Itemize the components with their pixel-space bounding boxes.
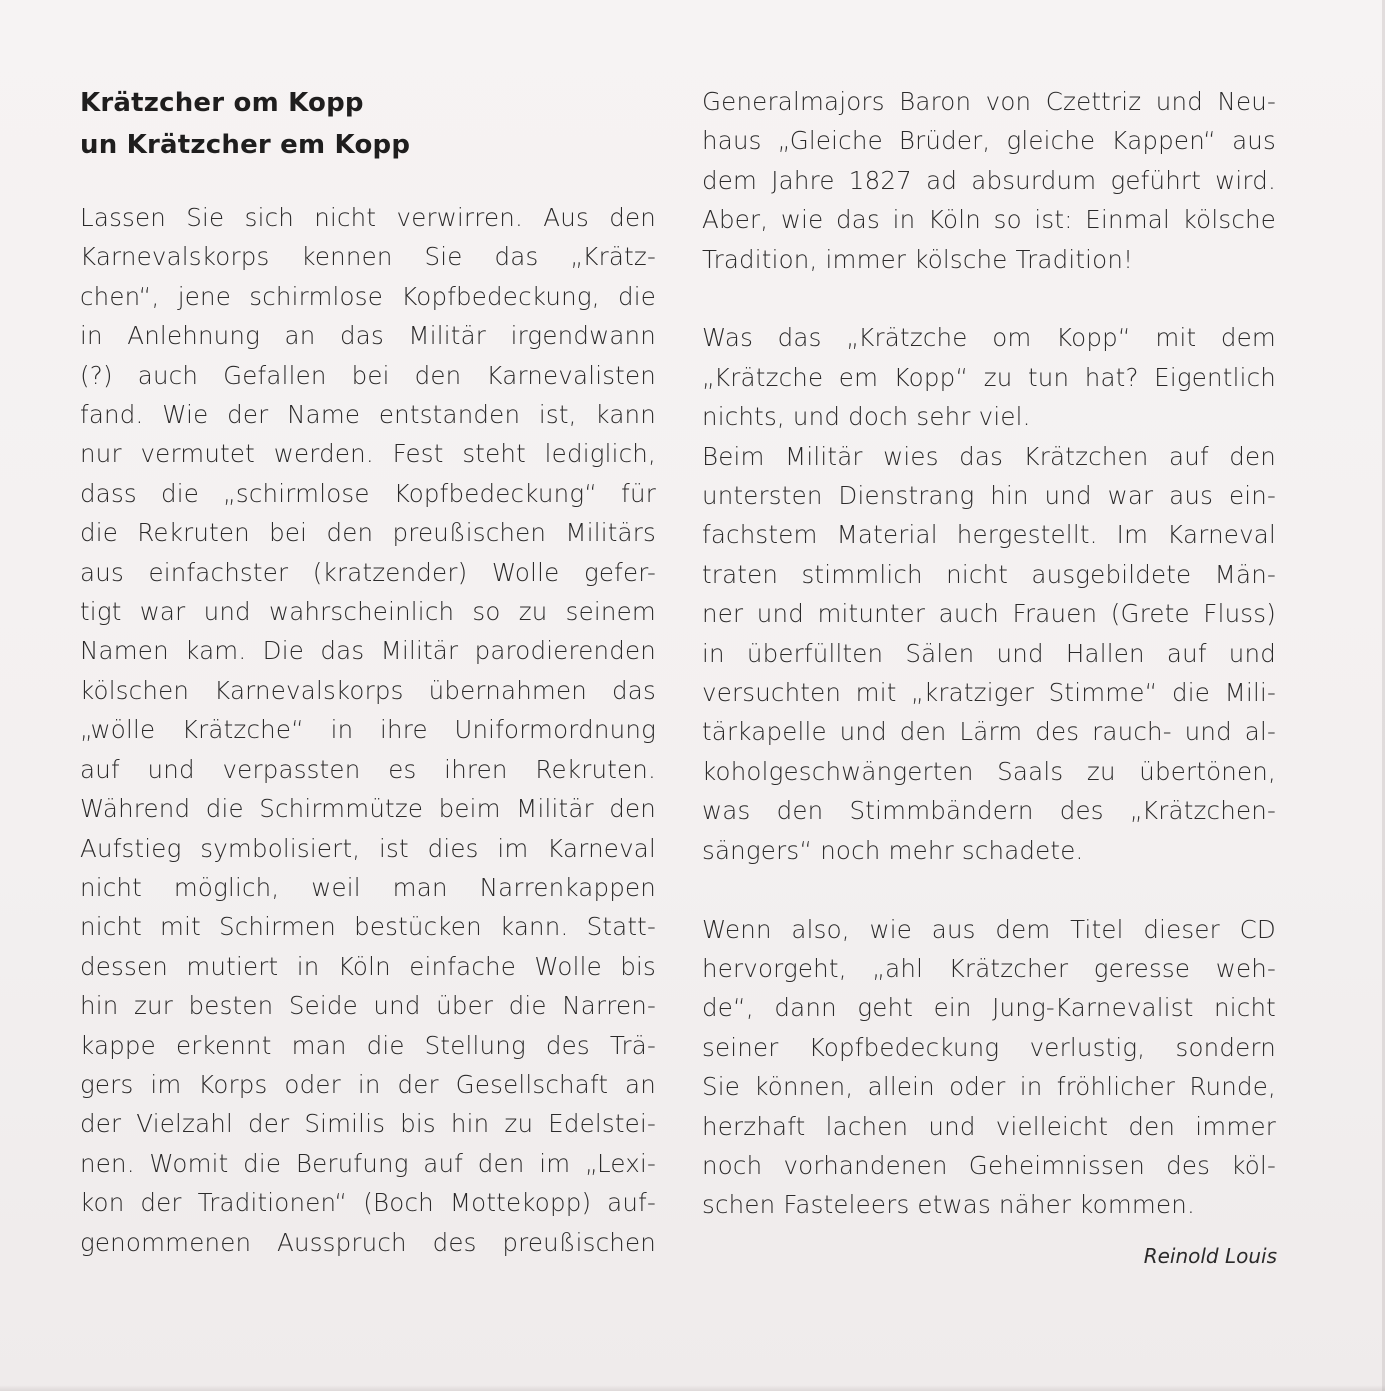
text-line: dass die „schirmlose Kopfbedeckung“ für bbox=[80, 478, 656, 508]
left-paragraph bbox=[80, 198, 656, 1262]
page-bottom-edge bbox=[0, 1385, 1385, 1391]
text-line: noch vorhandenen Geheimnissen des köl- bbox=[702, 1150, 1276, 1180]
text-line: dessen mutiert in Köln einfache Wolle bis bbox=[80, 951, 656, 981]
text-line: kon der Traditionen“ (Boch Mottekopp) auf- bbox=[80, 1188, 656, 1218]
text-line: nur vermutet werden. Fest steht lediglich, bbox=[80, 439, 656, 469]
text-line: Während die Schirmmütze beim Militär den bbox=[80, 794, 656, 824]
text-line: kölschen Karnevalskorps übernahmen das bbox=[80, 675, 656, 705]
text-line: kappe erkennt man die Stellung des Trä- bbox=[80, 1030, 656, 1060]
right-paragraph-2 bbox=[702, 318, 1276, 870]
text-line: fachstem Material hergestellt. Im Karneval bbox=[702, 520, 1276, 550]
right-paragraph-3 bbox=[702, 910, 1276, 1225]
text-line: chen“, jene schirmlose Kopfbedeckung, die bbox=[80, 281, 656, 311]
text-line: de“, dann geht ein Jung-Karnevalist nicht bbox=[702, 993, 1276, 1023]
text-line: der Vielzahl der Similis bis hin zu Edelstei- bbox=[80, 1109, 656, 1139]
text-line: Namen kam. Die das Militär parodierenden bbox=[80, 636, 656, 666]
text-line: fand. Wie der Name entstanden ist, kann bbox=[80, 400, 656, 430]
text-line: Tradition, immer kölsche Tradition! bbox=[702, 244, 1134, 274]
title-line-1: Krätzcher om Kopp bbox=[80, 88, 364, 118]
text-line: nen. Womit die Berufung auf den im „Lexi- bbox=[80, 1148, 656, 1178]
text-line: haus „Gleiche Brüder, gleiche Kappen“ aus bbox=[702, 126, 1276, 156]
text-line: hin zur besten Seide und über die Narren- bbox=[80, 991, 656, 1021]
text-line: traten stimmlich nicht ausgebildete Män- bbox=[702, 559, 1276, 589]
text-line: Lassen Sie sich nicht verwirren. Aus den bbox=[80, 203, 656, 232]
right-column bbox=[702, 82, 1276, 1225]
text-line: dem Jahre 1827 ad absurdum geführt wird. bbox=[702, 165, 1276, 195]
text-line: Sie können, allein oder in fröhlicher Runde, bbox=[702, 1072, 1276, 1102]
text-line: Was das „Krätzche om Kopp“ mit dem bbox=[702, 323, 1276, 353]
text-line: Wenn also, wie aus dem Titel dieser CD bbox=[702, 914, 1276, 944]
text-line: aus einfachster (kratzender) Wolle gefer- bbox=[80, 557, 656, 587]
text-line: sängers“ noch mehr schadete. bbox=[702, 835, 1084, 865]
text-line: nichts, und doch sehr viel. bbox=[702, 402, 1031, 432]
text-line: „wölle Krätzche“ in ihre Uniformordnung bbox=[80, 715, 656, 745]
text-line: genommenen Ausspruch des preußischen bbox=[80, 1227, 656, 1257]
author-signature: Reinold Louis bbox=[1143, 1244, 1277, 1268]
text-line: gers im Korps oder in der Gesellschaft an bbox=[80, 1069, 656, 1099]
text-line: in überfüllten Sälen und Hallen auf und bbox=[702, 638, 1276, 668]
page-title bbox=[80, 82, 656, 166]
left-column bbox=[80, 82, 656, 1262]
text-line: nicht möglich, weil man Narrenkappen bbox=[80, 872, 656, 902]
text-line: untersten Dienstrang hin und war aus ein- bbox=[702, 481, 1276, 511]
title-line-2: un Krätzcher em Kopp bbox=[80, 130, 411, 160]
text-line: was den Stimmbändern des „Krätzchen- bbox=[702, 796, 1276, 826]
text-line: ner und mitunter auch Frauen (Grete Fluss) bbox=[702, 599, 1276, 629]
text-line: Generalmajors Baron von Czettriz und Neu- bbox=[702, 87, 1276, 116]
text-line: auf und verpassten es ihren Rekruten. bbox=[80, 754, 656, 784]
text-line: schen Fasteleers etwas näher kommen. bbox=[702, 1190, 1195, 1220]
text-line: Aufstieg symbolisiert, ist dies im Karneval bbox=[80, 833, 656, 863]
text-line: (?) auch Gefallen bei den Karnevalisten bbox=[80, 360, 656, 390]
text-line: nicht mit Schirmen bestücken kann. Statt- bbox=[80, 912, 656, 942]
text-line: Aber, wie das in Köln so ist: Einmal kölsche bbox=[702, 205, 1276, 235]
text-line: tigt war und wahrscheinlich so zu seinem bbox=[80, 597, 656, 627]
text-line: tärkapelle und den Lärm des rauch- und al- bbox=[702, 717, 1276, 747]
text-line: seiner Kopfbedeckung verlustig, sondern bbox=[702, 1032, 1276, 1062]
text-line: koholgeschwängerten Saals zu übertönen, bbox=[702, 756, 1276, 786]
text-line: herzhaft lachen und vielleicht den immer bbox=[702, 1111, 1276, 1141]
text-line: versuchten mit „kratziger Stimme“ die Mili- bbox=[702, 678, 1276, 708]
text-line: Beim Militär wies das Krätzchen auf den bbox=[702, 441, 1276, 471]
text-line: „Krätzche em Kopp“ zu tun hat? Eigentlich bbox=[702, 362, 1276, 392]
text-line: Karnevalskorps kennen Sie das „Krätz- bbox=[80, 242, 656, 272]
right-paragraph-1 bbox=[702, 82, 1276, 279]
text-line: in Anlehnung an das Militär irgendwann bbox=[80, 321, 656, 351]
text-line: die Rekruten bei den preußischen Militärs bbox=[80, 518, 656, 548]
text-line: hervorgeht, „ahl Krätzcher geresse weh- bbox=[702, 953, 1276, 983]
